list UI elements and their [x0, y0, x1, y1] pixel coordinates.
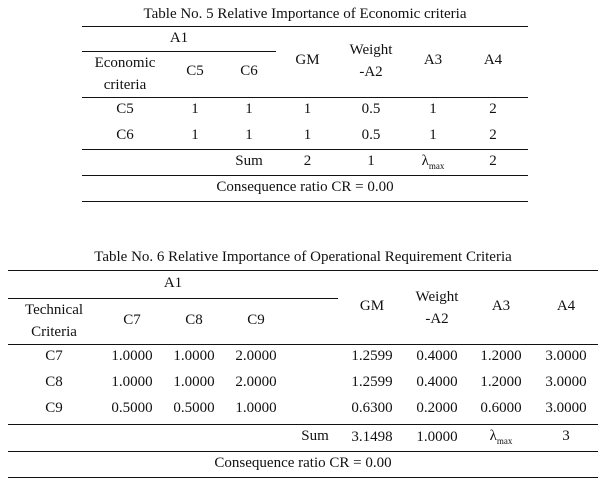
table6-col-weight: Weight -A2	[415, 289, 459, 327]
table5-top-rule	[82, 26, 528, 27]
table5-header-rule	[82, 97, 528, 98]
table5-bottom-rule	[82, 201, 528, 202]
table5-sum-rule	[82, 175, 528, 176]
table6-col-a4: A4	[556, 298, 576, 314]
table6-body-rule	[8, 424, 598, 425]
table6-row-header: Technical Criteria	[24, 302, 84, 340]
table5-col-a4: A4	[483, 52, 503, 68]
table5-col-c5: C5	[186, 63, 204, 79]
table6-top-rule	[8, 270, 598, 271]
table5-col-gm: GM	[295, 52, 320, 68]
table5-row-header: Economic criteria	[94, 55, 156, 93]
table5-group-header: A1	[169, 30, 189, 46]
table6-header-rule	[8, 344, 598, 345]
table6-col-c9: C9	[247, 312, 265, 328]
table5-col-weight: Weight -A2	[349, 42, 393, 80]
table6-col-a3: A3	[491, 298, 511, 314]
table6-col-c8: C8	[185, 312, 203, 328]
lambda-max-label: $\lambda_{max}$	[489, 428, 513, 446]
table6-footer: Consequence ratio CR = 0.00	[214, 455, 392, 471]
table5-col-c6: C6	[240, 63, 258, 79]
table6-caption: Table No. 6 Relative Importance of Operational Requirement Criteria	[94, 249, 512, 265]
table6-bottom-rule	[8, 477, 598, 478]
table6-col-c7: C7	[123, 312, 141, 328]
table5-body-rule	[82, 149, 528, 150]
table5-caption: Table No. 5 Relative Importance of Economic criteria	[143, 6, 467, 22]
table6-col-gm: GM	[359, 298, 385, 314]
lambda-max-label: $\lambda_{max}$	[421, 153, 445, 171]
table5-footer: Consequence ratio CR = 0.00	[216, 179, 394, 195]
table6-group-header: A1	[163, 275, 183, 291]
table6-sum-rule	[8, 451, 598, 452]
table5-col-a3: A3	[423, 52, 443, 68]
